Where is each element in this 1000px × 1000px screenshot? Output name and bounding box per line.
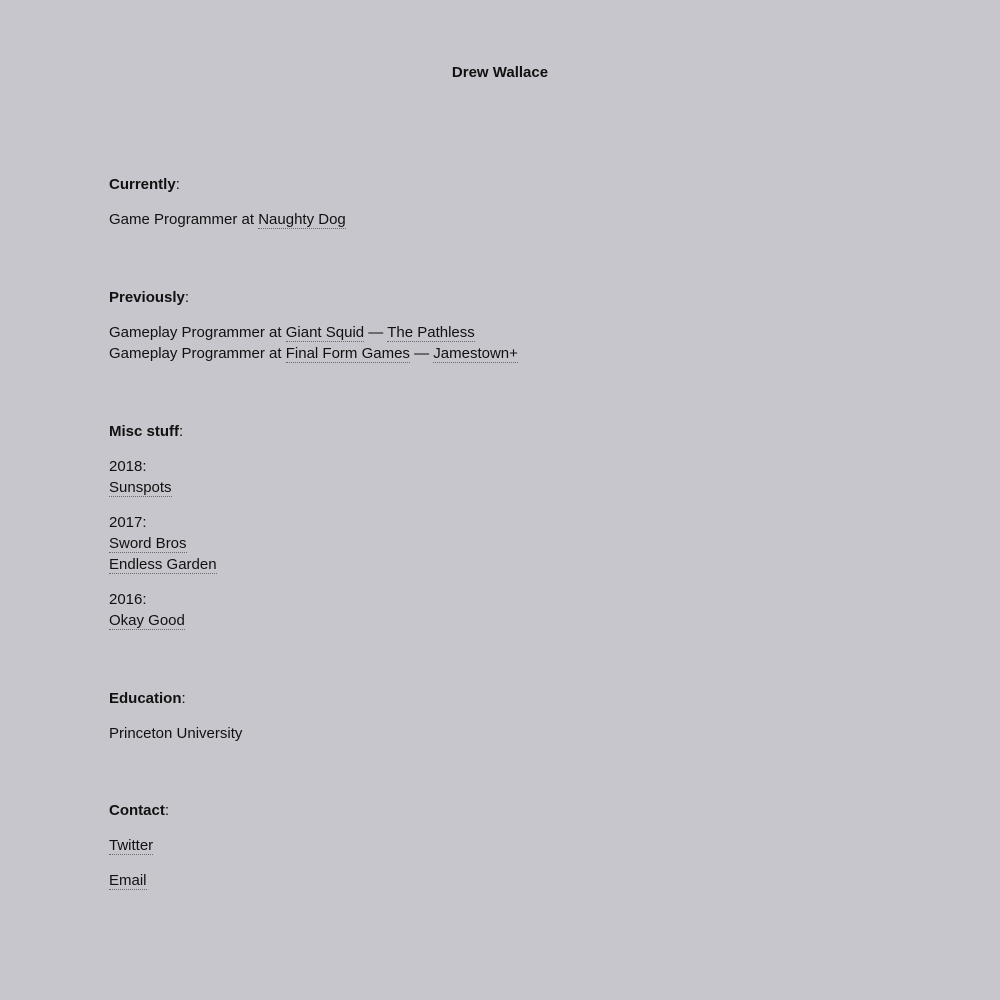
previous-role	[109, 343, 909, 364]
education-school: Princeton University	[109, 725, 243, 742]
currently-heading-colon: :	[175, 176, 180, 193]
currently-section	[109, 174, 909, 230]
contact-section	[109, 800, 909, 891]
twitter-link[interactable]: Twitter	[109, 837, 154, 854]
misc-heading-colon: :	[179, 423, 184, 440]
currently-heading	[109, 174, 909, 195]
previous-role-separator: —	[409, 345, 434, 362]
misc-year-2018: 2018:	[109, 458, 147, 475]
education-heading-colon: :	[181, 690, 186, 707]
current-role	[109, 209, 909, 230]
previously-heading-label: Previously	[109, 289, 185, 306]
naughty-dog-link[interactable]: Naughty Dog	[258, 211, 346, 228]
previously-heading-colon: :	[184, 289, 190, 306]
sword-bros-link[interactable]: Sword Bros	[109, 535, 187, 552]
education-section	[109, 688, 909, 744]
page-title: Drew Wallace	[451, 64, 549, 81]
previous-role	[109, 322, 909, 343]
previous-role-prefix: Gameplay Programmer at	[109, 324, 286, 341]
misc-year-2016: 2016:	[109, 591, 147, 608]
previous-role-separator: —	[364, 324, 388, 341]
contact-heading	[109, 800, 909, 821]
endless-garden-link[interactable]: Endless Garden	[109, 556, 217, 573]
previous-role-prefix: Gameplay Programmer at	[109, 345, 286, 362]
giant-squid-link[interactable]: Giant Squid	[285, 324, 365, 341]
email-link[interactable]: Email	[109, 872, 147, 889]
contact-heading-label: Contact	[109, 802, 165, 819]
previously-heading	[109, 287, 909, 308]
education-heading-label: Education	[109, 690, 182, 707]
misc-section	[109, 421, 909, 631]
sunspots-link[interactable]: Sunspots	[109, 479, 172, 496]
misc-heading	[109, 421, 909, 442]
contact-heading-colon: :	[164, 802, 170, 819]
okay-good-link[interactable]: Okay Good	[109, 612, 185, 629]
the-pathless-link[interactable]: The Pathless	[387, 324, 475, 341]
jamestown-plus-link[interactable]: Jamestown+	[433, 345, 518, 362]
final-form-games-link[interactable]: Final Form Games	[285, 345, 410, 362]
misc-heading-label: Misc stuff	[109, 423, 180, 440]
misc-year-2017: 2017:	[109, 514, 147, 531]
education-heading	[109, 688, 909, 709]
currently-heading-label: Currently	[109, 176, 176, 193]
current-role-prefix: Game Programmer at	[109, 211, 259, 228]
previously-section	[109, 287, 909, 364]
